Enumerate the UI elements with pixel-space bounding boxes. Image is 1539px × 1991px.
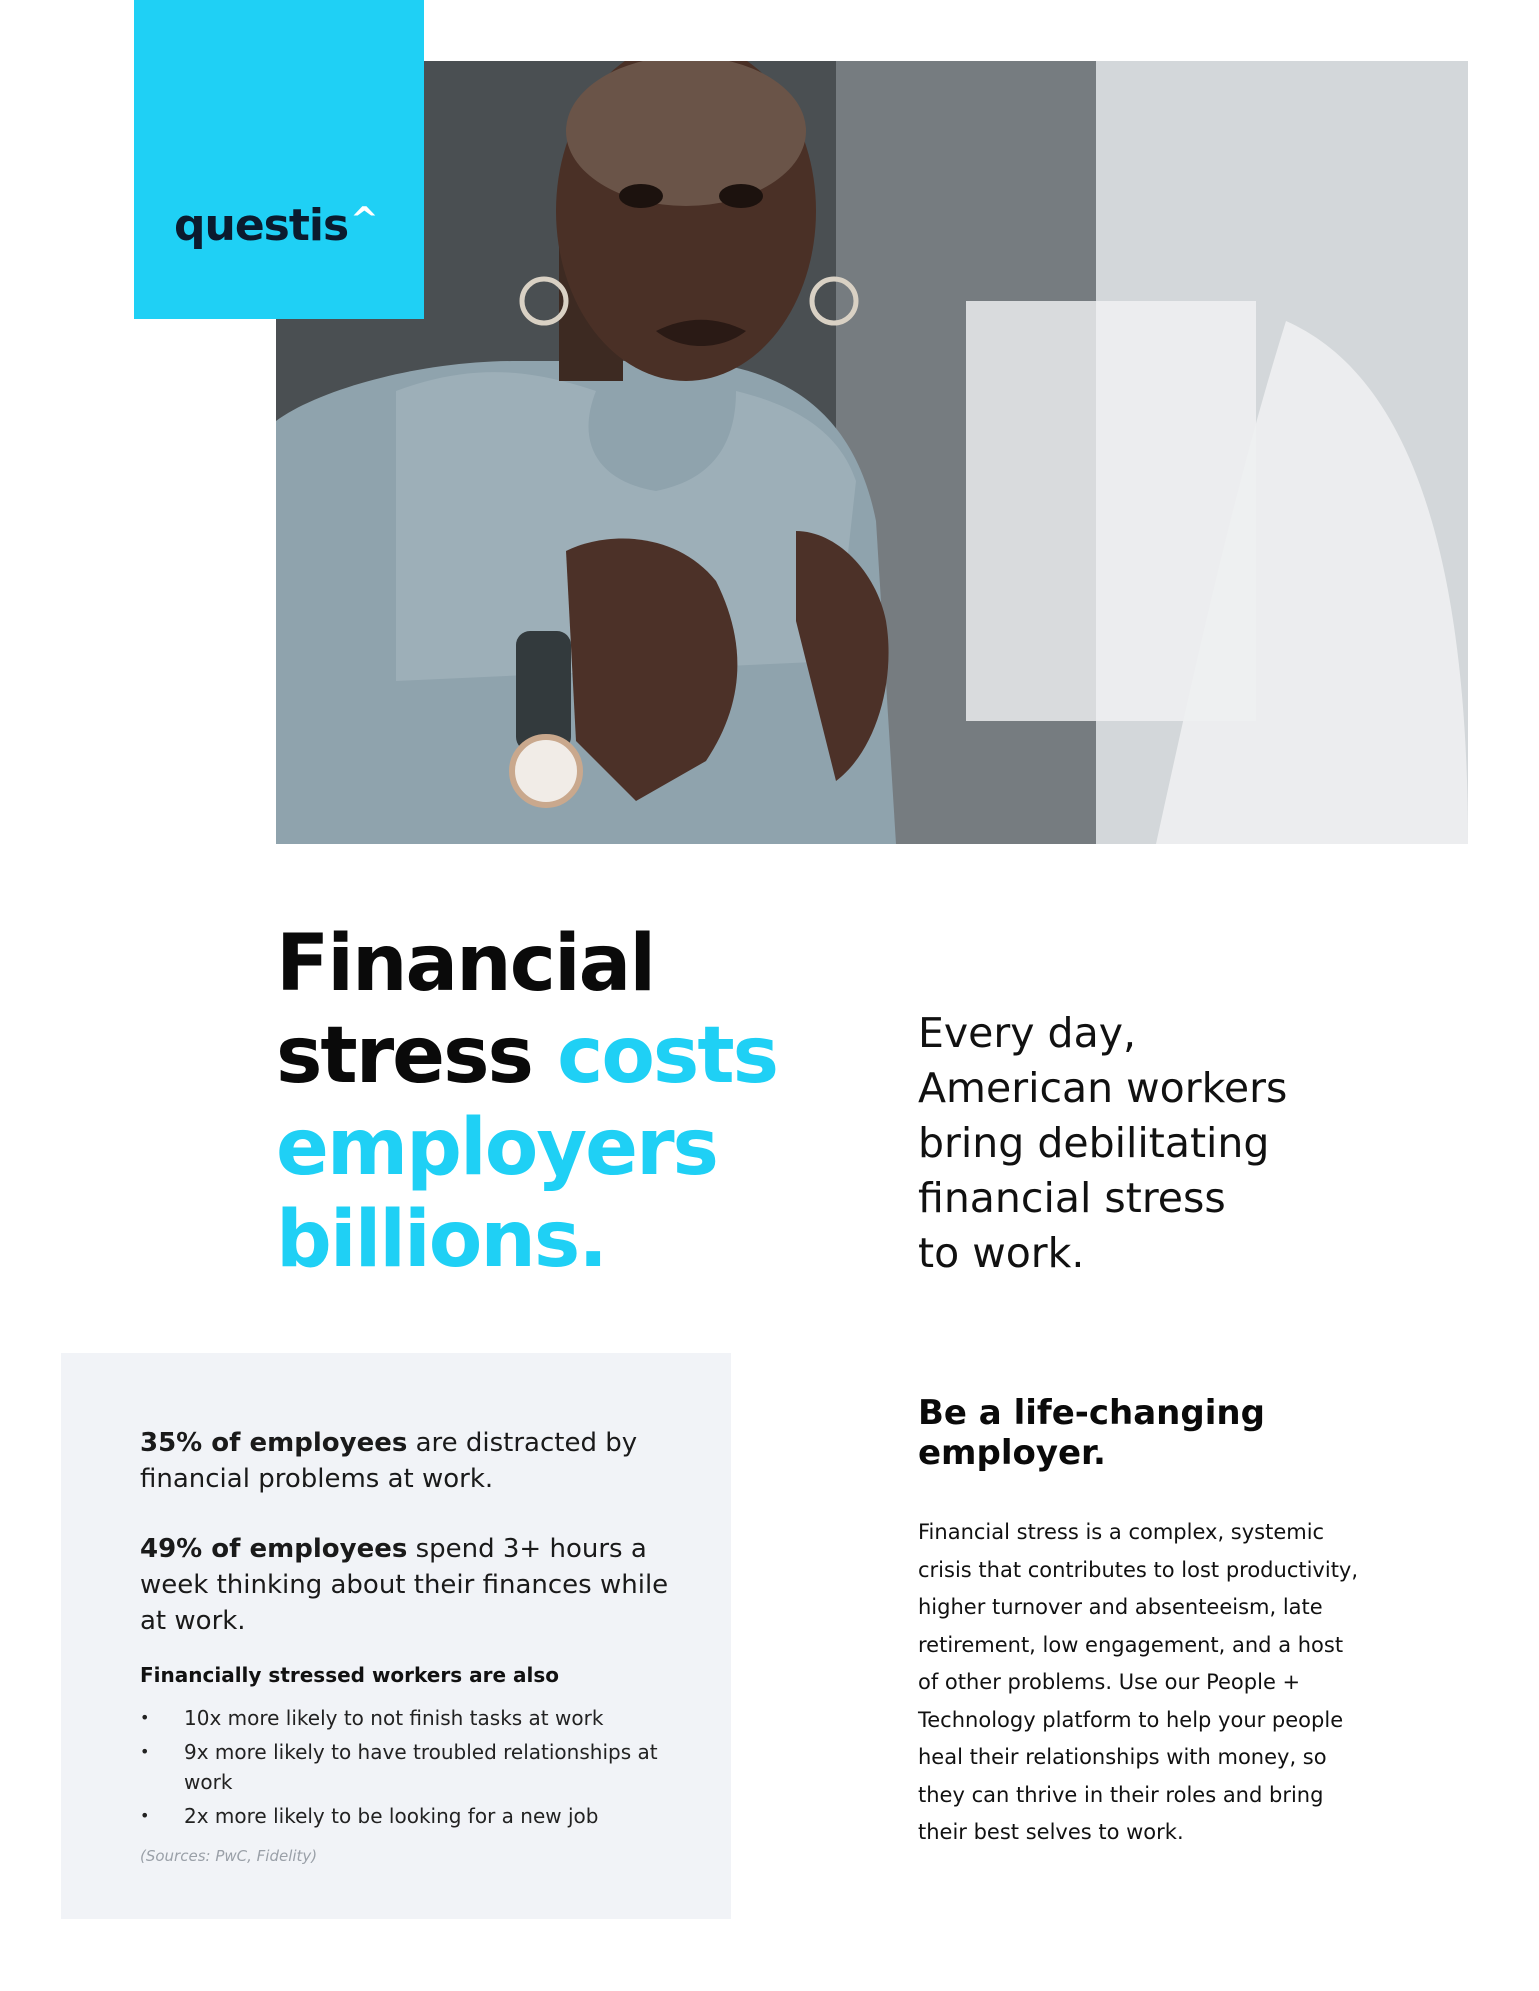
employer-heading: Be a life-changing employer. xyxy=(918,1393,1265,1473)
bullet-icon: • xyxy=(140,1742,150,1761)
headline-line-2 xyxy=(276,1010,836,1102)
list-item-text: 9x more likely to have troubled relationships at work xyxy=(184,1740,658,1794)
logo-wordmark: questis xyxy=(174,200,349,251)
list-item xyxy=(140,1737,680,1797)
list-item xyxy=(140,1703,680,1733)
logo-box xyxy=(134,0,424,319)
stat-hours-thinking xyxy=(140,1531,680,1639)
headline-line-3: employers xyxy=(276,1103,717,1193)
stat-2-highlight: 49% of employees xyxy=(140,1534,408,1564)
bullet-icon: • xyxy=(140,1806,150,1825)
logo-caret-icon: ^ xyxy=(350,200,378,240)
headline-line-4: billions. xyxy=(276,1195,606,1285)
stat-2-text: spend 3+ hours a week thinking about their finances while at work. xyxy=(140,1534,669,1636)
bullet-icon: • xyxy=(140,1708,150,1727)
also-label: Financially stressed workers are also xyxy=(140,1663,559,1687)
list-item-text: 2x more likely to be looking for a new job xyxy=(184,1804,599,1828)
questis-logo[interactable] xyxy=(174,200,378,251)
intro-statement: Every day, American workers bring debilitating financial stress to work. xyxy=(918,1009,1288,1277)
stat-1-text: are distracted by financial problems at work. xyxy=(140,1428,638,1494)
woman-speaking-icon xyxy=(276,61,1468,844)
employer-body: Financial stress is a complex, systemic crisis that contributes to lost productivity, higher turnover and absenteeism, late retirement, low engagement, and a host of other problems. Use our People + Technology platform to help your people heal their relationships with money, so they can thrive in their roles and bring their best selves to work. xyxy=(918,1520,1359,1844)
main-headline xyxy=(276,918,836,1286)
list-item xyxy=(140,1801,680,1831)
headline-dark-word: stress xyxy=(276,1011,532,1101)
stats-panel xyxy=(61,1353,731,1919)
stat-distracted xyxy=(140,1425,680,1497)
stat-1-highlight: 35% of employees xyxy=(140,1428,408,1458)
stress-effects-list xyxy=(140,1703,680,1835)
headline-accent-word: costs xyxy=(557,1011,778,1101)
headline-line-1: Financial xyxy=(276,919,655,1009)
sources-note: (Sources: PwC, Fidelity) xyxy=(140,1847,318,1865)
list-item-text: 10x more likely to not finish tasks at work xyxy=(184,1706,604,1730)
hero-photo xyxy=(276,61,1468,844)
